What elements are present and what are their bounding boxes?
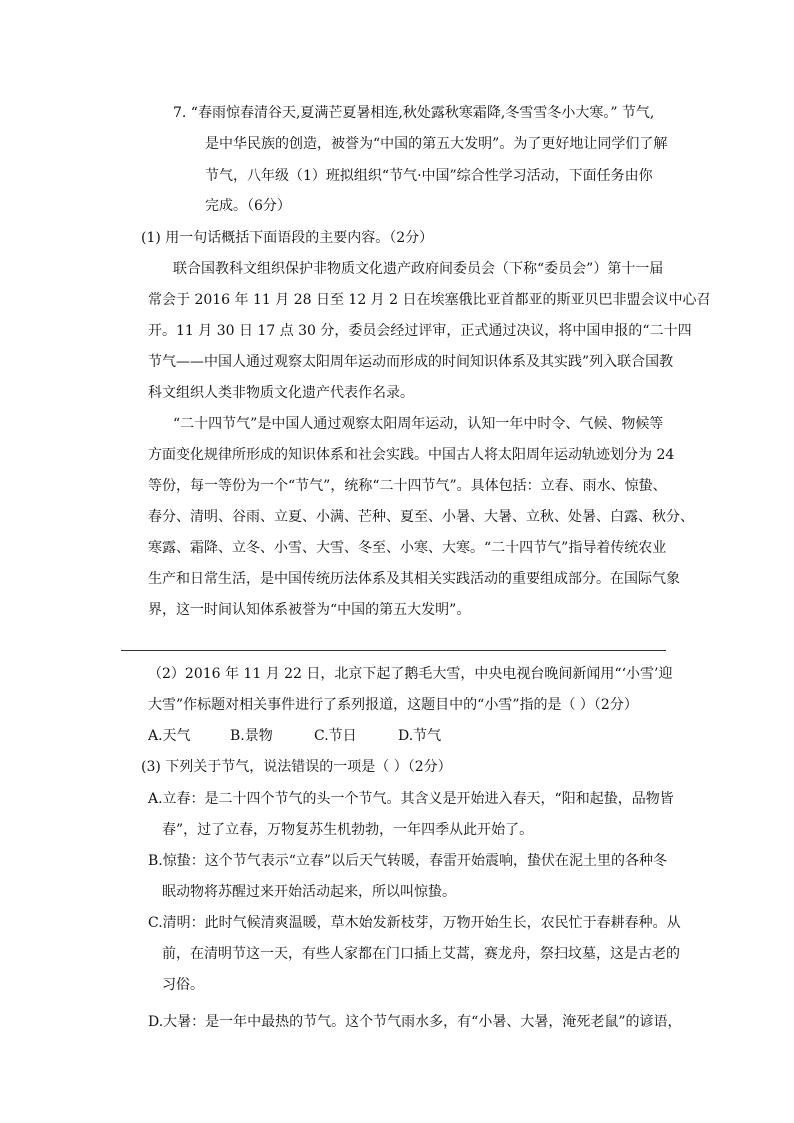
passage-line: 科文组织人类非物质文化遗产代表作名录。 (148, 385, 414, 401)
answer-line (121, 650, 666, 651)
q7-intro-line-3: 节气，八年级（1）班拟组织“节气·中国”综合性学习活动，下面任务由你 (205, 168, 653, 184)
passage-line: 春分、清明、谷雨、立夏、小满、芒种、夏至、小暑、大暑、立秋、处暑、白露、秋分、 (148, 509, 694, 525)
option-c: C.节日 (314, 728, 357, 744)
passage-line: 常会于 2016 年 11 月 28 日至 12 月 2 日在埃塞俄比亚首都亚的斯亚贝巴非盟会议中心召 (148, 292, 711, 308)
passage-line: 开。11 月 30 日 17 点 30 分，委员会经过评审，正式通过决议，将中国申报的“二十四 (148, 323, 692, 339)
q7-intro-line-1: 7. “春雨惊春清谷天,夏满芒夏暑相连,秋处露秋寒霜降,冬雪雪冬小大寒。” 节气, (173, 105, 655, 121)
option-a-line: A.立春：是二十四个节气的头一个节气。其含义是开始进入春天，“阳和起蛰，品物皆 (148, 791, 674, 807)
option-b-line: B.惊蛰：这个节气表示“立春”以后天气转暖，春雷开始震响，蛰伏在泥土里的各种冬 (148, 853, 668, 869)
passage-line: 联合国教科文组织保护非物质文化遗产政府间委员会（下称“委员会”）第十一届 (173, 261, 664, 277)
passage-line: 等份，每一等份为一个“节气”，统称“二十四节气”。具体包括：立春、雨水、惊蛰、 (148, 478, 667, 494)
q7-intro-line-4: 完成。（6分） (205, 198, 291, 214)
option-b-line: 眠动物将苏醒过来开始活动起来，所以叫惊蛰。 (162, 884, 456, 900)
sub2-line-2: 大雪”作标题对相关事件进行了系列报道，这题目中的“小雪”指的是（ ）（2分） (148, 697, 638, 713)
option-c-line: 前，在清明节这一天，有些人家都在门口插上艾蒿，赛龙舟，祭扫坟墓，这是古老的 (162, 946, 680, 962)
option-c-line: 习俗。 (162, 977, 204, 993)
sub3-title: (3) 下列关于节气，说法错误的一项是（ ）（2分） (141, 759, 452, 775)
passage-line: “二十四节气”是中国人通过观察太阳周年运动，认知一年中时令、气候、物候等 (173, 416, 664, 432)
passage-line: 节气——中国人通过观察太阳周年运动而形成的时间知识体系及其实践”列入联合国教 (148, 354, 674, 370)
sub1-title: (1) 用一句话概括下面语段的主要内容。（2分） (141, 230, 434, 246)
option-c-line: C.清明：此时气候清爽温暖，草木始发新枝芽，万物开始生长，农民忙于春耕春种。从 (148, 915, 681, 931)
passage-line: 界，这一时间认知体系被誉为“中国的第五大发明”。 (148, 602, 471, 618)
option-d-line: D.大暑：是一年中最热的节气。这个节气雨水多，有“小暑、大暑，淹死老鼠”的谚语， (148, 1014, 682, 1030)
option-d: D.节气 (398, 728, 442, 744)
q7-intro-line-2: 是中华民族的创造，被誉为“中国的第五大发明”。为了更好地让同学们了解 (205, 136, 668, 152)
passage-line: 方面变化规律所形成的知识体系和社会实践。中国古人将太阳周年运动轨迹划分为 24 (148, 447, 675, 463)
option-a-line: 春”，过了立春，万物复苏生机勃勃，一年四季从此开始了。 (162, 822, 534, 838)
option-a: A.天气 (148, 728, 191, 744)
passage-line: 生产和日常生活，是中国传统历法体系及其相关实践活动的重要组成部分。在国际气象 (148, 571, 680, 587)
passage-line: 寒露、霜降、立冬、小雪、大雪、冬至、小寒、大寒。“二十四节气”指导着传统农业 (148, 540, 667, 556)
option-b: B.景物 (230, 728, 273, 744)
sub2-line-1: （2）2016 年 11 月 22 日，北京下起了鹅毛大雪，中央电视台晚间新闻用“‘小雪’迎 (148, 666, 673, 682)
